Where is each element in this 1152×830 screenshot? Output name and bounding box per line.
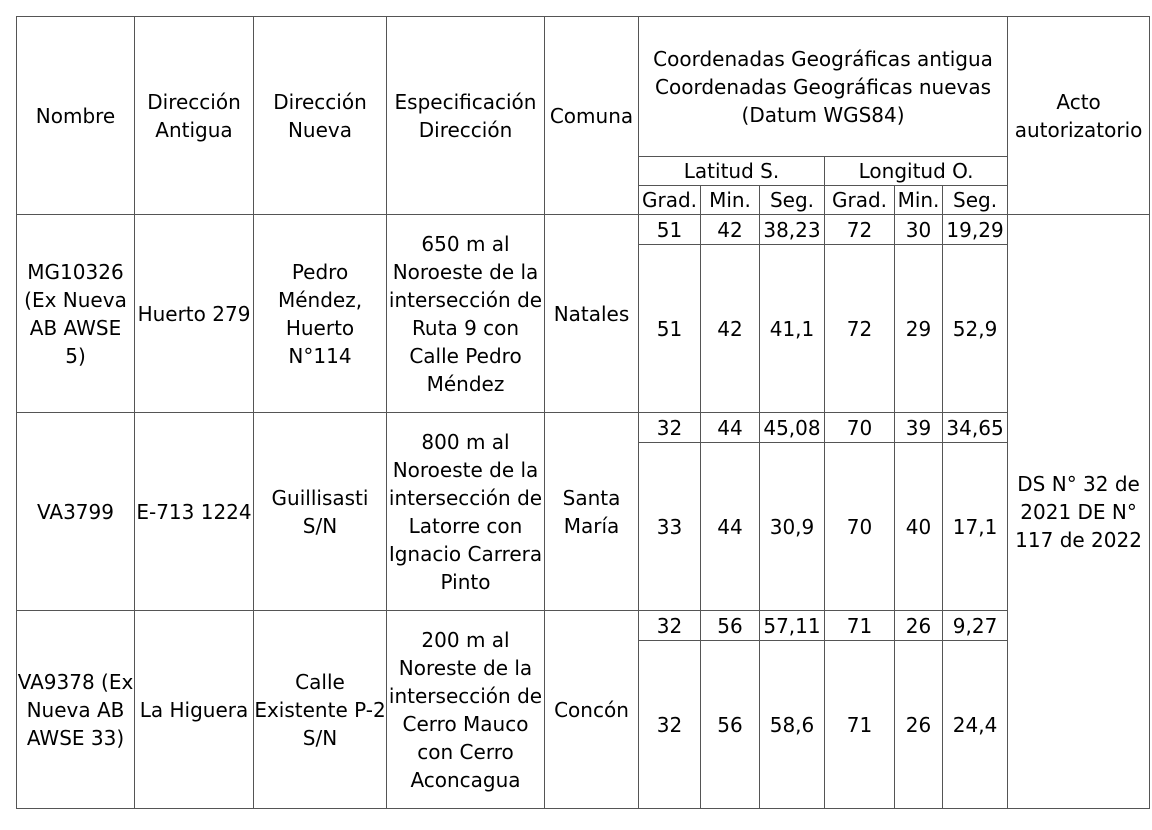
header-coordenadas-nuevas: Coordenadas Geográficas nuevas — [655, 74, 992, 99]
cell-old-lon-grad: 72 — [825, 215, 895, 245]
cell-new-lat-min: 44 — [701, 443, 760, 611]
cell-new-lon-seg: 52,9 — [943, 245, 1008, 413]
cell-new-lon-seg: 17,1 — [943, 443, 1008, 611]
coordinates-table — [16, 16, 1150, 809]
cell-new-lon-grad: 70 — [825, 443, 895, 611]
cell-especificacion: 200 m al Noreste de la intersección de Cerro Mauco con Cerro Aconcagua — [387, 611, 545, 809]
header-datum: (Datum WGS84) — [741, 102, 905, 127]
header-lon-grad: Grad. — [825, 186, 895, 215]
cell-old-lon-grad: 71 — [825, 611, 895, 641]
cell-especificacion: 650 m al Noroeste de la intersección de Ruta 9 con Calle Pedro Méndez — [387, 215, 545, 413]
header-coordenadas-antigua: Coordenadas Geográficas antigua — [653, 46, 993, 71]
cell-new-lat-grad: 32 — [639, 641, 701, 809]
cell-old-lat-grad: 32 — [639, 611, 701, 641]
cell-direccion-nueva: Calle Existente P-2 S/N — [254, 611, 387, 809]
cell-new-lon-min: 29 — [895, 245, 943, 413]
cell-old-lon-grad: 70 — [825, 413, 895, 443]
cell-direccion-nueva: Guillisasti S/N — [254, 413, 387, 611]
header-lat-min: Min. — [701, 186, 760, 215]
cell-comuna: Santa María — [545, 413, 639, 611]
cell-nombre: MG10326 (Ex Nueva AB AWSE 5) — [17, 215, 135, 413]
cell-old-lat-grad: 32 — [639, 413, 701, 443]
header-lat-seg: Seg. — [760, 186, 825, 215]
header-row — [17, 17, 1150, 157]
cell-new-lon-grad: 71 — [825, 641, 895, 809]
cell-new-lon-grad: 72 — [825, 245, 895, 413]
cell-old-lon-seg: 19,29 — [943, 215, 1008, 245]
cell-old-lat-seg: 38,23 — [760, 215, 825, 245]
cell-direccion-antigua: E-713 1224 — [135, 413, 254, 611]
cell-comuna: Concón — [545, 611, 639, 809]
cell-old-lat-min: 56 — [701, 611, 760, 641]
table-row — [17, 413, 1150, 443]
header-lon-seg: Seg. — [943, 186, 1008, 215]
cell-old-lat-grad: 51 — [639, 215, 701, 245]
cell-direccion-antigua: La Higuera — [135, 611, 254, 809]
cell-old-lat-min: 44 — [701, 413, 760, 443]
header-direccion-antigua: Dirección Antigua — [135, 17, 254, 215]
header-latitud: Latitud S. — [639, 157, 825, 186]
cell-old-lon-seg: 9,27 — [943, 611, 1008, 641]
cell-nombre: VA9378 (Ex Nueva AB AWSE 33) — [17, 611, 135, 809]
header-especificacion: Especificación Dirección — [387, 17, 545, 215]
cell-acto: DS N° 32 de 2021 DE N° 117 de 2022 — [1008, 215, 1150, 809]
cell-especificacion: 800 m al Noroeste de la intersección de Latorre con Ignacio Carrera Pinto — [387, 413, 545, 611]
cell-new-lat-grad: 51 — [639, 245, 701, 413]
header-coordenadas — [639, 17, 1008, 157]
table-row — [17, 611, 1150, 641]
cell-new-lat-seg: 30,9 — [760, 443, 825, 611]
header-acto: Acto autorizatorio — [1008, 17, 1150, 215]
cell-direccion-nueva: Pedro Méndez, Huerto N°114 — [254, 215, 387, 413]
header-comuna: Comuna — [545, 17, 639, 215]
cell-old-lon-min: 30 — [895, 215, 943, 245]
cell-comuna: Natales — [545, 215, 639, 413]
cell-old-lat-min: 42 — [701, 215, 760, 245]
cell-new-lon-min: 40 — [895, 443, 943, 611]
header-longitud: Longitud O. — [825, 157, 1008, 186]
cell-new-lat-min: 42 — [701, 245, 760, 413]
cell-old-lon-seg: 34,65 — [943, 413, 1008, 443]
cell-old-lon-min: 39 — [895, 413, 943, 443]
header-lat-grad: Grad. — [639, 186, 701, 215]
cell-new-lat-grad: 33 — [639, 443, 701, 611]
cell-new-lon-min: 26 — [895, 641, 943, 809]
cell-direccion-antigua: Huerto 279 — [135, 215, 254, 413]
cell-old-lat-seg: 45,08 — [760, 413, 825, 443]
cell-old-lat-seg: 57,11 — [760, 611, 825, 641]
cell-new-lat-seg: 41,1 — [760, 245, 825, 413]
header-lon-min: Min. — [895, 186, 943, 215]
table-row — [17, 215, 1150, 245]
header-direccion-nueva: Dirección Nueva — [254, 17, 387, 215]
cell-old-lon-min: 26 — [895, 611, 943, 641]
cell-nombre: VA3799 — [17, 413, 135, 611]
header-nombre: Nombre — [17, 17, 135, 215]
cell-new-lat-min: 56 — [701, 641, 760, 809]
cell-new-lon-seg: 24,4 — [943, 641, 1008, 809]
cell-new-lat-seg: 58,6 — [760, 641, 825, 809]
